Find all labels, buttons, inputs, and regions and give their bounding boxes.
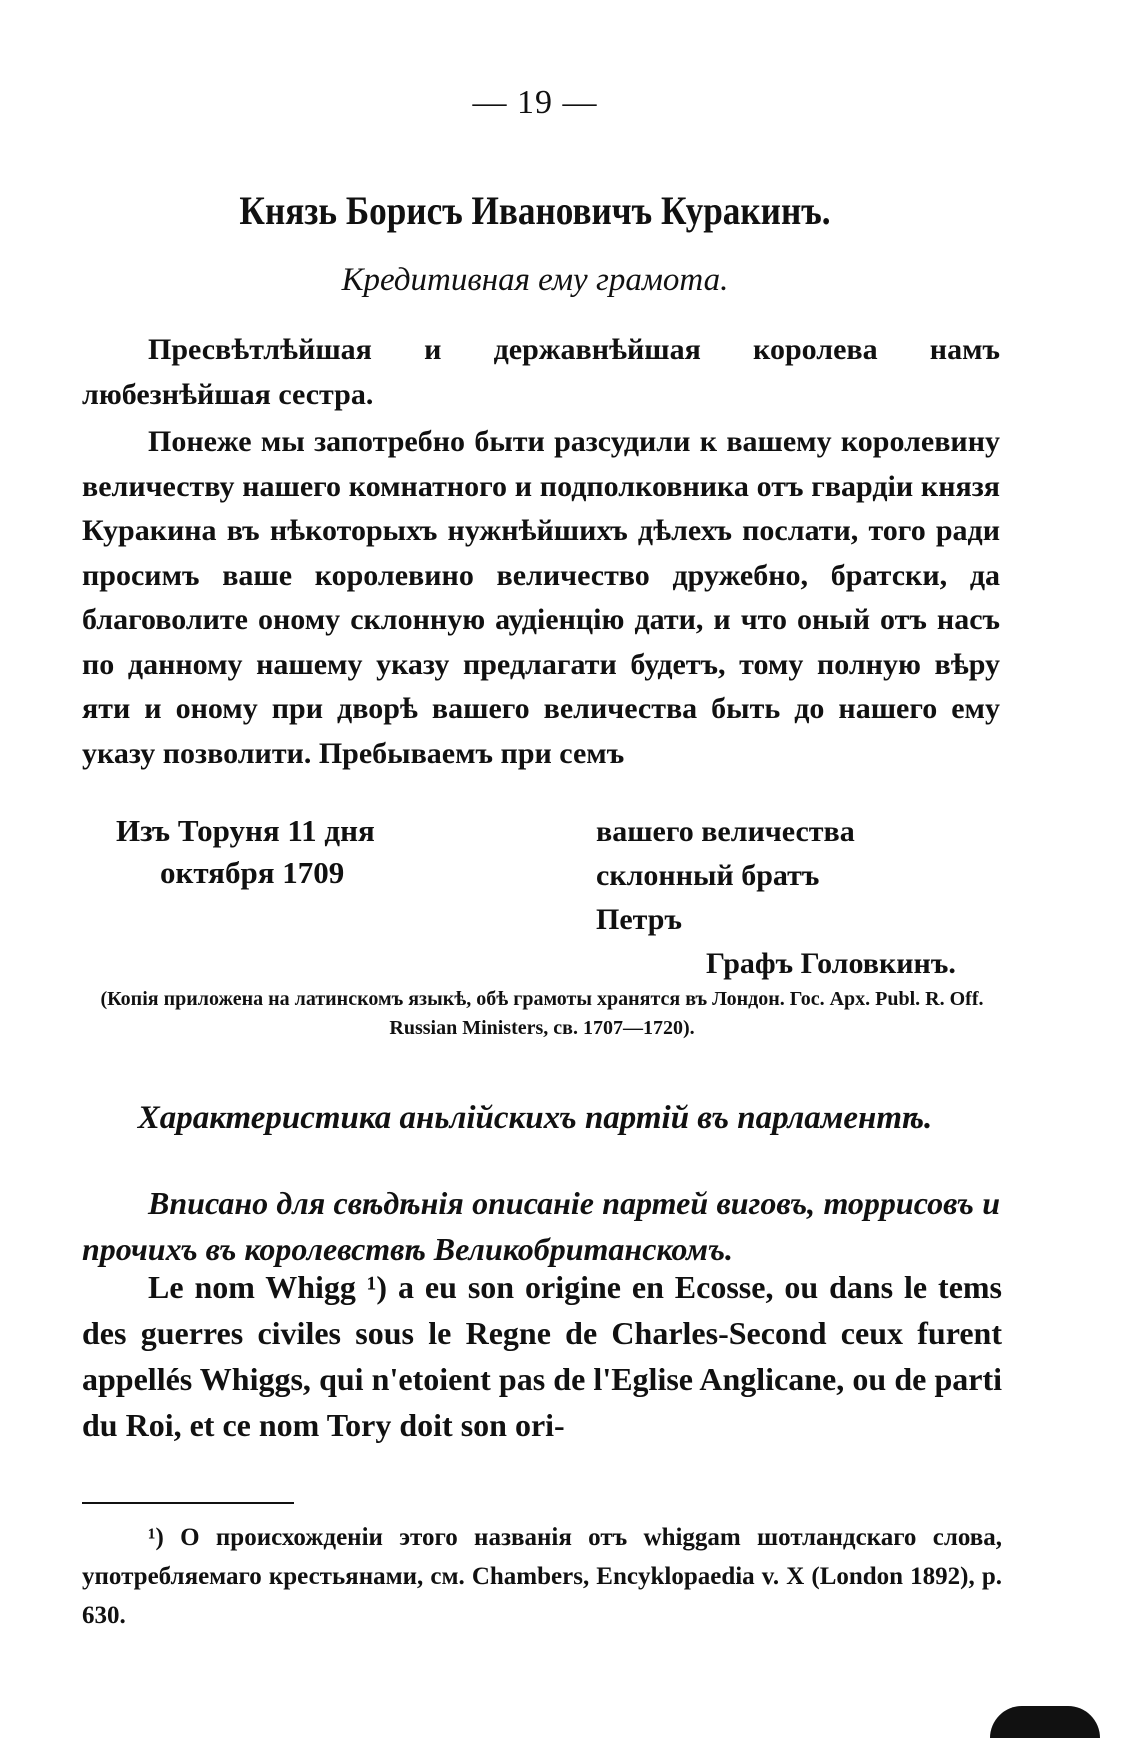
document-subtitle: Кредитивная ему грамота.	[341, 262, 729, 298]
letter-salutation	[82, 328, 1000, 417]
closing-line-1: вашего величества	[596, 815, 855, 848]
place-line: Изъ Торуня 11 дня	[116, 813, 375, 848]
french-paragraph	[82, 1264, 1002, 1448]
section-subheading-text: Вписано для свѣдѣнія описаніе партей виговъ, торрисовъ и прочихъ въ королевствѣ Великобританскомъ.	[82, 1185, 1000, 1267]
letter-closing	[596, 810, 956, 986]
archival-note: (Копія приложена на латинскомъ языкѣ, обѣ грамоты хранятся въ Лондон. Гос. Арх. Publ. R. Off. Russian Ministers, св. 1707—1720).	[100, 988, 984, 1039]
section-heading: Характеристика аньлійскихъ партій въ парламентѣ.	[137, 1100, 933, 1136]
letter-body-text: Понеже мы запотребно быти разсудили к вашему королевину величеству нашего комнатного и подполковника отъ гвардіи князя Куракина въ нѣкоторыхъ нужнѣйшихъ дѣлехъ послати, того ради просимъ ваше королевино величество дружебно, братски, да благоволите оному склонную аудіенцію дати, и что оный отъ насъ по данному нашему указу предлагати будетъ, тому полную вѣру яти и оному при дворѣ вашего величества быть до нашего ему указу позволити. Пребываемъ при семъ	[82, 425, 1000, 770]
french-text: Le nom Whigg ¹) a eu son origine en Ecosse, ou dans le tems des guerres civiles sous le Regne de Charles-Second ceux furent appellés Whiggs, qui n'etoient pas de l'Eglise Anglicane, ou de parti du Roi, et ce nom Tory doit son ori-	[82, 1269, 1002, 1443]
section-subheading	[82, 1180, 1000, 1272]
footnote-divider	[82, 1502, 294, 1504]
scan-artifact	[990, 1706, 1100, 1738]
page-title: Князь Борисъ Ивановичъ Куракинъ.	[239, 188, 831, 233]
page-number: — 19 —	[472, 84, 598, 121]
signature-peter: Петръ	[596, 903, 682, 936]
letter-place-date	[116, 810, 375, 894]
footnote	[82, 1518, 1002, 1635]
closing-line-2: склонный братъ	[596, 859, 820, 892]
signature-golovkin: Графъ Головкинъ.	[706, 947, 956, 980]
footnote-text: ¹) О происхожденіи этого названія отъ whiggam шотландскаго слова, употребляемаго крестьянами, см. Chambers, Encyklopaedia v. X (London 1892), p. 630.	[82, 1524, 1002, 1629]
salutation-text: Пресвѣтлѣйшая и державнѣйшая королева намъ любезнѣйшая сестра.	[82, 333, 1000, 411]
letter-body	[82, 420, 1000, 776]
date-line: октября 1709	[160, 855, 345, 890]
